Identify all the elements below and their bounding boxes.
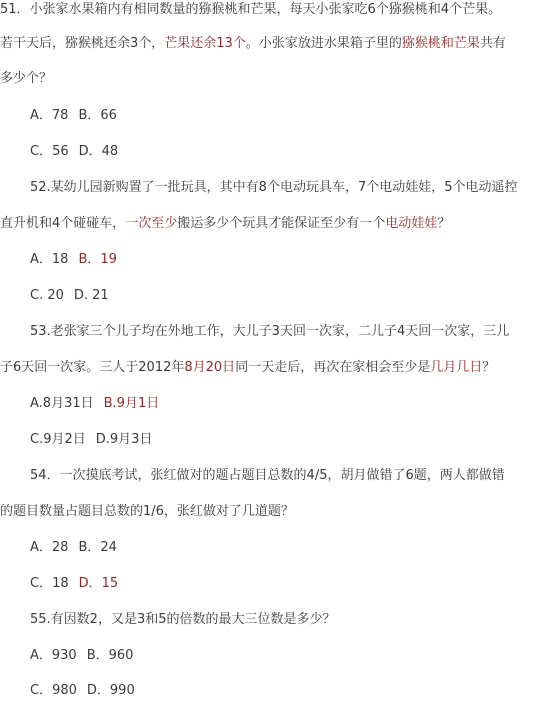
q54-options-row1 [30, 538, 117, 558]
q51-option-c: C．56 [30, 144, 69, 159]
q54-line2 [0, 502, 294, 522]
q54-option-a: A．28 [30, 540, 69, 555]
q51-line2-e: 共有 [479, 36, 506, 51]
q52-option-b: B．19 [78, 252, 117, 267]
q52-line2-a: 直升机和4个碰碰车， [0, 216, 126, 231]
q54-line2-text: 的题目数量占题目总数的1/6，张红做对了几道题？ [0, 504, 294, 519]
q53-option-c: C.9月2日 [30, 432, 86, 447]
q51-option-b: B．66 [78, 108, 117, 123]
q51-options-row2 [30, 142, 118, 162]
q52-line1 [30, 178, 518, 198]
q52-line2 [0, 214, 450, 234]
q51-line3-text: 多少个？ [0, 71, 53, 86]
q51-line2 [0, 34, 506, 54]
q52-line1-text: 52.某幼儿园新购置了一批玩具，其中有8个电动玩具车，7个电动娃娃，5个电动遥控 [30, 180, 518, 195]
q53-line2-d: 几月几日 [430, 360, 483, 375]
q53-line2-c: 同一天走后，再次在家相会至少是 [235, 360, 431, 375]
q55-option-b: B．960 [86, 648, 134, 663]
q51-option-a: A．78 [30, 108, 69, 123]
q51-line2-b: 芒果还余13个 [164, 36, 246, 51]
q53-option-b: B.9月1日 [103, 396, 160, 411]
q55-options-row2 [30, 681, 135, 701]
q54-option-c: C．18 [30, 576, 69, 591]
q53-options-row2 [30, 430, 152, 450]
q55-option-c: C．980 [30, 683, 77, 698]
q54-option-b: B．24 [78, 540, 117, 555]
q54-options-row2 [30, 574, 118, 594]
q54-line1 [30, 466, 505, 486]
q53-line2-a: 子6天回一次家。三人于2012年 [0, 360, 185, 375]
q53-line2-e: ？ [482, 360, 496, 375]
q52-line2-e: ？ [437, 216, 451, 231]
q51-line1-text: 51．小张家水果箱内有相同数量的猕猴桃和芒果，每天小张家吃6个猕猴桃和4个芒果。 [0, 2, 502, 17]
q52-line2-c: 搬运多少个玩具才能保证至少有一个 [177, 216, 386, 231]
q52-line2-b: 一次至少 [125, 216, 178, 231]
q52-option-a: A．18 [30, 252, 69, 267]
q51-line2-a: 若干天后，猕猴桃还余3个， [0, 36, 165, 51]
q54-option-d: D．15 [78, 576, 119, 591]
q51-line2-c: 。小张家放进水果箱子里的 [245, 36, 402, 51]
q51-line3 [0, 69, 52, 89]
q51-option-d: D．48 [78, 144, 119, 159]
q52-option-d: D. 21 [73, 288, 109, 303]
q52-options-row1 [30, 250, 117, 270]
q52-option-c: C. 20 [30, 288, 64, 303]
q51-options-row1 [30, 106, 117, 126]
q52-line2-d: 电动娃娃 [385, 216, 438, 231]
q52-options-row2 [30, 286, 109, 306]
q51-line1 [0, 0, 501, 20]
q55-option-a: A．930 [30, 648, 77, 663]
q53-options-row1 [30, 394, 159, 414]
q54-line1-text: 54．一次摸底考试，张红做对的题占题目总数的4/5，胡月做错了6题，两人都做错 [30, 468, 505, 483]
q53-line2-b: 8月20日 [184, 360, 236, 375]
q55-line1-text: 55.有因数2，又是3和5的倍数的最大三位数是多少？ [30, 612, 336, 627]
q53-line1-text: 53.老张家三个儿子均在外地工作，大儿子3天回一次家，二儿子4天回一次家，三儿 [30, 324, 510, 339]
q53-option-d: D.9月3日 [95, 432, 153, 447]
q53-line2 [0, 358, 495, 378]
q53-option-a: A.8月31日 [30, 396, 94, 411]
q51-line2-d: 猕猴桃和芒果 [401, 36, 480, 51]
q53-line1 [30, 322, 509, 342]
q55-line1 [30, 610, 336, 630]
q55-options-row1 [30, 646, 133, 666]
q55-option-d: D．990 [86, 683, 135, 698]
